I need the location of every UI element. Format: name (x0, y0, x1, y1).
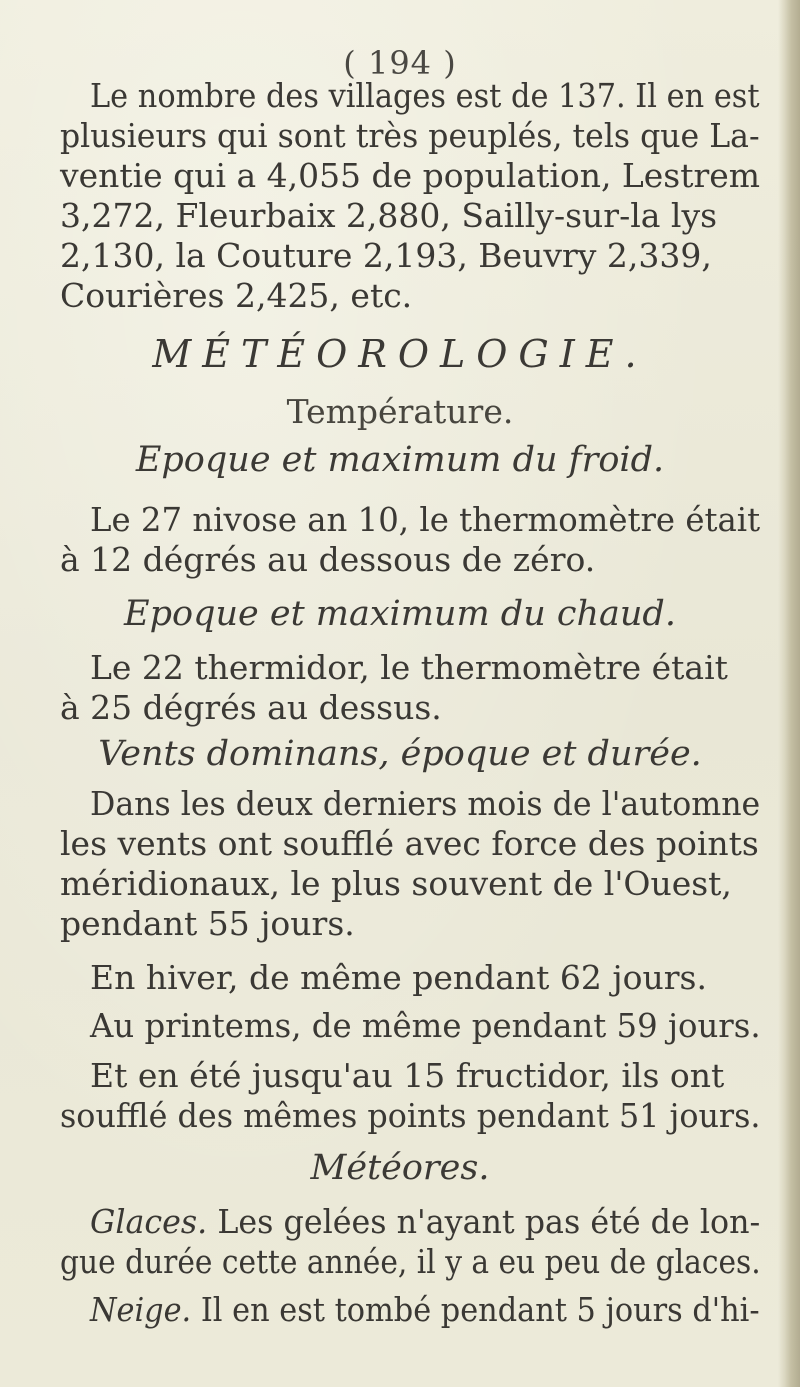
text-line: gue durée cette année, il y a eu peu de glaces. (60, 1242, 761, 1281)
text-line: Courières 2,425, etc. (60, 276, 413, 315)
text-line: plusieurs qui sont très peuplés, tels que La- (60, 116, 760, 155)
glaces-label: Glaces. (90, 1202, 208, 1241)
text-line: 3,272, Fleurbaix 2,880, Sailly-sur-la lys (60, 196, 718, 235)
heading-chaud: Epoque et maximum du chaud. (124, 594, 676, 634)
page-number: ( 194 ) (343, 44, 457, 82)
text-line: à 12 dégrés au dessous de zéro. (60, 540, 596, 579)
subsection-title: Température. (286, 392, 514, 431)
text-line: Le 22 thermidor, le thermomètre était (90, 648, 728, 687)
heading-froid: Epoque et maximum du froid. (135, 440, 665, 480)
text-line: pendant 55 jours. (60, 904, 355, 943)
text-line: soufflé des mêmes points pendant 51 jours. (60, 1096, 761, 1135)
text-line: Le 27 nivose an 10, le thermomètre était (90, 500, 761, 539)
text-line: les vents ont soufflé avec force des points (60, 824, 759, 863)
glaces-text: Les gelées n'ayant pas été de lon- (207, 1202, 761, 1241)
text-line: méridionaux, le plus souvent de l'Ouest, (60, 864, 732, 903)
heading-vents: Vents dominans, époque et durée. (98, 734, 702, 774)
text-line: ventie qui a 4,055 de population, Lestrem (60, 156, 761, 195)
neige-text: Il en est tombé pendant 5 jours d'hi- (191, 1290, 760, 1329)
text-line: Au printems, de même pendant 59 jours. (90, 1006, 761, 1045)
section-title: MÉTÉOROLOGIE. (152, 332, 648, 376)
text-line: Le nombre des villages est de 137. Il en est (90, 76, 760, 115)
glaces-line (90, 1202, 760, 1242)
text-line: Et en été jusqu'au 15 fructidor, ils ont (90, 1056, 725, 1095)
text-line: Dans les deux derniers mois de l'automne (90, 784, 761, 823)
text-line: à 25 dégrés au dessus. (60, 688, 442, 727)
neige-line (90, 1290, 760, 1330)
text-line: En hiver, de même pendant 62 jours. (90, 958, 707, 997)
text-line: 2,130, la Couture 2,193, Beuvry 2,339, (60, 236, 712, 275)
neige-label: Neige. (90, 1290, 192, 1329)
heading-meteores: Météores. (310, 1148, 490, 1188)
